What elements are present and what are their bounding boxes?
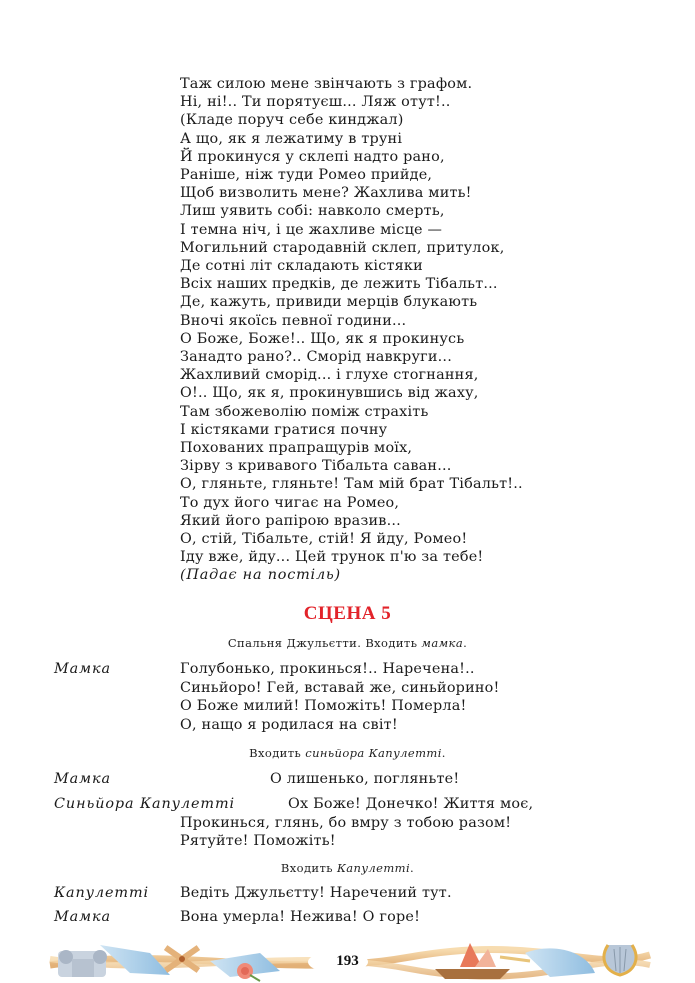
speech-block <box>54 908 654 927</box>
verse-line: Похованих прапращурів моїх, <box>180 440 413 457</box>
verse-line: Таж силою мене звінчають з графом. <box>180 76 473 92</box>
speech-line: О лишенько, погляньте! <box>270 771 460 787</box>
verse-line: Лиш уявить собі: навколо смерть, <box>180 203 445 220</box>
juliet-monologue <box>180 75 600 585</box>
stage-text: Спальня Джульєтти. Входить <box>227 636 422 650</box>
speech-line: Ведіть Джульєтту! Наречений тут. <box>180 885 452 901</box>
stage-character: синьйора Капулетті <box>305 746 442 760</box>
stage-direction: (Падає на постіль) <box>180 567 341 584</box>
speech-line: О Боже милий! Поможіть! Померла! <box>180 698 467 715</box>
verse-line: Жахливий сморід... і глухе стогнання, <box>180 367 479 384</box>
verse-line: О, стій, Тібальте, стій! Я йду, Ромео! <box>180 531 468 548</box>
verse-line: О!.. Що, як я, прокинувшись від жаху, <box>180 385 479 402</box>
page-number: 193 <box>336 953 359 969</box>
stage-character: мамка <box>421 636 464 650</box>
speech-line: Вона умерла! Нежива! О горе! <box>180 909 421 925</box>
speech-line: Голубонько, прокинься!.. Наречена!.. <box>180 661 475 677</box>
verse-line: І темна ніч, і це жахливе місце — <box>180 221 443 238</box>
verse-line: Й прокинуся у склепі надто рано, <box>180 148 445 165</box>
verse-line: Який його рапірою вразив... <box>180 512 401 529</box>
speaker-name: Синьйора Капулетті <box>54 796 235 812</box>
speaker-name: Мамка <box>54 661 111 677</box>
speech-block <box>54 884 654 903</box>
verse-line: Де, кажуть, привиди мерців блукають <box>180 294 478 311</box>
speaker-name: Капулетті <box>54 885 150 901</box>
speech-line: О, нащо я родилася на світ! <box>180 716 398 733</box>
scene-intro-stage-direction <box>0 636 695 650</box>
verse-line: То дух його чигає на Ромео, <box>180 494 400 511</box>
stage-punct: . <box>441 746 446 760</box>
speech-line: Прокинься, глянь, бо вмру з тобою разом! <box>180 814 512 831</box>
stage-direction <box>0 746 695 760</box>
verse-line: Щоб визволить мене? Жахлива мить! <box>180 185 472 202</box>
stage-direction <box>0 861 695 875</box>
stage-punct: . <box>410 861 415 875</box>
stage-text: Входить <box>249 746 306 760</box>
stage-text: Входить <box>280 861 337 875</box>
speaker-name: Мамка <box>54 909 111 925</box>
speech-line: Рятуйте! Поможіть! <box>180 833 336 850</box>
speech-block <box>54 660 654 734</box>
verse-line: Ні, ні!.. Ти порятуєш... Ляж отут!.. <box>180 94 451 111</box>
verse-line: Раніше, ніж туди Ромео прийде, <box>180 167 433 184</box>
verse-line: Занадто рано?.. Сморід навкруги... <box>180 349 452 366</box>
speech-line: Ох Боже! Донечко! Життя моє, <box>288 796 534 812</box>
verse-line: (Кладе поруч себе кинджал) <box>180 112 404 129</box>
speaker-name: Мамка <box>54 771 111 787</box>
verse-line: О, гляньте, гляньте! Там мій брат Тібальт!.. <box>180 476 523 493</box>
speech-block <box>54 795 654 851</box>
verse-line: Всіх наших предків, де лежить Тібальт... <box>180 276 498 293</box>
verse-line: Зірву з кривавого Тібальта саван... <box>180 458 452 475</box>
scene-title: СЦЕНА 5 <box>303 603 392 624</box>
verse-line: А що, як я лежатиму в труні <box>180 130 403 147</box>
verse-line: Де сотні літ складають кістяки <box>180 258 423 275</box>
verse-line: І кістяками гратися почну <box>180 421 388 438</box>
speech-line: Синьйоро! Гей, вставай же, синьйорино! <box>180 679 500 696</box>
verse-line: Вночі якоїсь певної години... <box>180 312 407 329</box>
verse-line: Могильний стародавній склеп, притулок, <box>180 239 505 256</box>
speech-block <box>54 770 654 789</box>
verse-line: Там збожеволію поміж страхіть <box>180 403 429 420</box>
stage-character: Капулетті <box>336 861 411 875</box>
verse-line: Іду вже, йду... Цей трунок п'ю за тебе! <box>180 549 484 566</box>
verse-line: О Боже, Боже!.. Що, як я прокинусь <box>180 330 465 347</box>
stage-punct: . <box>463 636 468 650</box>
